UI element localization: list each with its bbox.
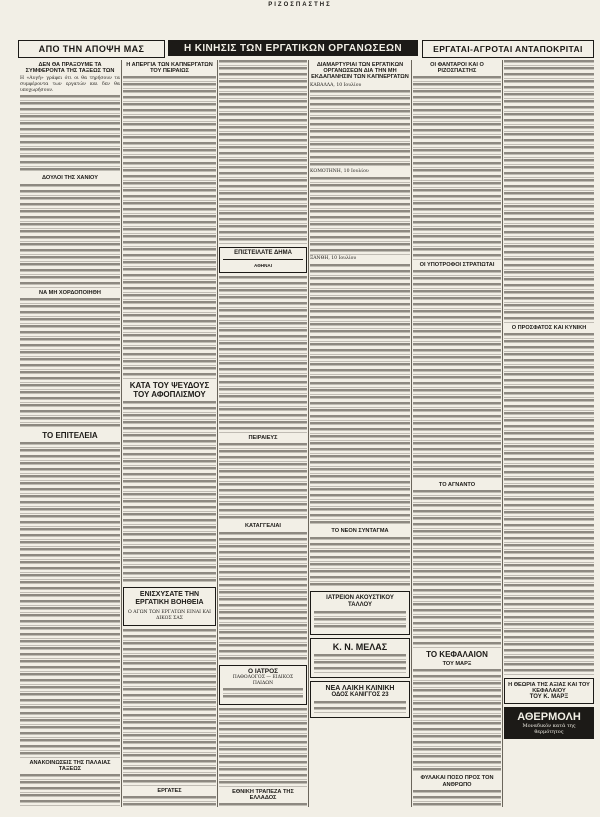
section-heading: ΤΟ ΝΕΟΝ ΣΥΝΤΑΓΜΑ	[331, 528, 389, 535]
advertisement-box	[310, 638, 410, 678]
column-4	[310, 60, 410, 807]
ad-heading: ΑΘΕΡΜΟΛΗ	[517, 711, 581, 724]
ad-heading: Η ΘΕΩΡΙΑ ΤΗΣ ΑΞΙΑΣ ΚΑΙ ΤΟΥ ΚΕΦΑΛΑΙΟΥ	[508, 681, 590, 695]
ad-heading: ΙΑΤΡΕΙΟΝ ΑΚΟΥΣΤΙΚΟΥ ΤΑΛΛΟΥ	[326, 595, 394, 609]
notice-subtitle: ΑΘΗΝΑΙ	[254, 263, 272, 269]
advertisement-box	[219, 665, 307, 705]
dateline: ΚΑΒΑΛΛΑ, 10 Ιουλίου	[310, 82, 362, 88]
article-headline: ΟΙ ΦΑΝΤΑΡΟΙ ΚΑΙ Ο ΡΙΖΟΣΠΑΣΤΗΣ	[430, 62, 484, 75]
ad-subheading: ΟΔΟΣ ΚΑΝΙΓΓΟΣ 23	[331, 691, 389, 698]
column-divider	[217, 60, 218, 807]
section-heading: Ο ΠΡΟΣΦΑΤΟΣ ΚΑΙ ΚΥΝΙΚΗ	[511, 324, 587, 331]
masthead: ΡΙΖΟΣΠΑΣΤΗΣ	[268, 2, 332, 8]
section-heading: ΚΑΤΑΓΓΕΛΙΑΙ	[245, 523, 281, 530]
advertisement-box	[504, 678, 594, 704]
column-divider	[502, 60, 503, 807]
dateline: ΚΟΜΟΤΗΝΗ, 10 Ιουλίου	[310, 169, 369, 175]
section-heading: ΠΕΙΡΑΙΕΥΣ	[248, 435, 278, 442]
advertisement-box	[123, 587, 216, 625]
article-headline: ΔΙΑΜΑΡΤΥΡΙΑΙ ΤΩΝ ΕΡΓΑΤΙΚΩΝ ΟΡΓΑΝΩΣΕΩΝ ΔΙΑ ΤΗΝ ΜΗ ΕΚΔΑΠΑΝΗΣΙΝ ΤΩΝ ΚΑΠΝΕΡΓΑΤΩΝ	[311, 62, 409, 81]
section-heading: ΦΥΛΑΚΑΙ ΠΟΣΟ ΠΡΟΣ ΤΟΝ ΑΝΘΡΩΠΟ	[420, 775, 494, 788]
section-subheading: ΤΟΥ ΜΑΡΞ	[442, 660, 472, 667]
ad-heading: Κ. Ν. ΜΕΛΑΣ	[332, 642, 388, 653]
section-heading: ΕΘΝΙΚΗ ΤΡΑΠΕΖΑ ΤΗΣ ΕΛΛΑΔΟΣ	[232, 788, 294, 801]
section-heading: ΔΟΥΛΟΙ ΤΗΣ ΧΑΝΙΟΥ	[42, 175, 98, 182]
section-heading: ΝΑ ΜΗ ΧΟΡΔΟΠΟΙΗΘΗ	[39, 290, 101, 297]
ad-heading: ΝΕΑ ΛΑΙΚΗ ΚΛΙΝΙΚΗ	[325, 684, 395, 692]
section-heading: ΑΝΑΚΟΙΝΩΣΕΙΣ ΤΗΣ ΠΑΛΑΙΑΣ ΤΑΞΕΩΣ	[29, 759, 111, 772]
ad-heading: Ο ΙΑΤΡΟΣ	[247, 668, 279, 676]
column-2	[123, 60, 216, 807]
advertisement-box	[310, 681, 410, 718]
notice-box	[219, 247, 307, 273]
ad-heading: ΕΝΙΣΧΥΣΑΤΕ ΤΗΝ ΕΡΓΑΤΙΚΗ ΒΟΗΘΕΙΑ	[135, 591, 204, 607]
ad-text: ΠΑΘΟΛΟΓΟΣ — ΕΙΔΙΚΟΣ ΠΑΙΔΩΝ	[232, 675, 294, 686]
column-divider	[308, 60, 309, 807]
dateline: ΞΑΝΘΗ, 10 Ιουλίου	[310, 256, 357, 262]
banner-right: ΕΡΓΑΤΑΙ-ΑΓΡΟΤΑΙ ΑΝΤΑΠΟΚΡΙΤΑΙ	[422, 40, 594, 58]
notice-title: ΕΠΙΣΤΕΙΛΑΤΕ ΔΗΜΑ	[234, 249, 292, 256]
article-headline: Η ΑΠΕΡΓΙΑ ΤΩΝ ΚΑΠΝΕΡΓΑΤΩΝ ΤΟΥ ΠΕΙΡΑΙΩΣ	[126, 62, 213, 75]
column-3	[219, 60, 307, 807]
banner-center: Η ΚΙΝΗΣΙΣ ΤΩΝ ΕΡΓΑΤΙΚΩΝ ΟΡΓΑΝΩΣΕΩΝ	[168, 40, 418, 56]
article-headline: ΔΕΝ ΘΑ ΠΡΑΞΟΥΜΕ ΤΑ ΣΥΜΦΕΡΟΝΤΑ ΤΗΣ ΤΑΞΕΩΣ ΤΩΝ	[25, 62, 115, 75]
section-heading: ΤΟ ΕΠΙΤΕΛΕΙΑ	[42, 431, 98, 441]
column-divider	[411, 60, 412, 807]
column-5	[413, 60, 501, 807]
section-heading: ΤΟ ΑΓΝΑΝΤΟ	[438, 482, 476, 489]
section-heading: ΟΙ ΥΠΟΤΡΟΦΟΙ ΣΤΡΑΤΙΩΤΑΙ	[419, 262, 495, 269]
banner-left: ΑΠΟ ΤΗΝ ΑΠΟΨΗ ΜΑΣ	[18, 40, 165, 58]
advertisement-box	[504, 707, 594, 739]
column-1	[20, 60, 120, 807]
ad-subheading: ΤΟΥ Κ. ΜΑΡΞ	[529, 693, 569, 700]
ad-text: Ο ΑΓΩΝ ΤΩΝ ΕΡΓΑΤΩΝ ΕΙΝΑΙ ΚΑΙ ΔΙΚΟΣ ΣΑΣ	[127, 610, 212, 621]
section-heading: ΚΑΤΑ ΤΟΥ ΨΕΥΔΟΥΣ ΤΟΥ ΑΦΟΠΛΙΣΜΟΥ	[129, 380, 210, 399]
column-6	[504, 60, 594, 807]
column-divider	[121, 60, 122, 807]
section-heading: ΕΡΓΑΤΕΣ	[157, 787, 182, 794]
ad-subheading: Μοναδικόν κατά της θερμότητος	[522, 723, 576, 735]
article-intro: Η «Αυγή» γράφει ότι οι θα τηρήσουν τα συμφέροντα των εργατών και δεν θα υποχωρήσουν.	[20, 76, 120, 93]
section-heading: ΤΟ ΚΕΦΑΛΑΙΟΝ	[426, 649, 488, 659]
advertisement-box	[310, 591, 410, 635]
